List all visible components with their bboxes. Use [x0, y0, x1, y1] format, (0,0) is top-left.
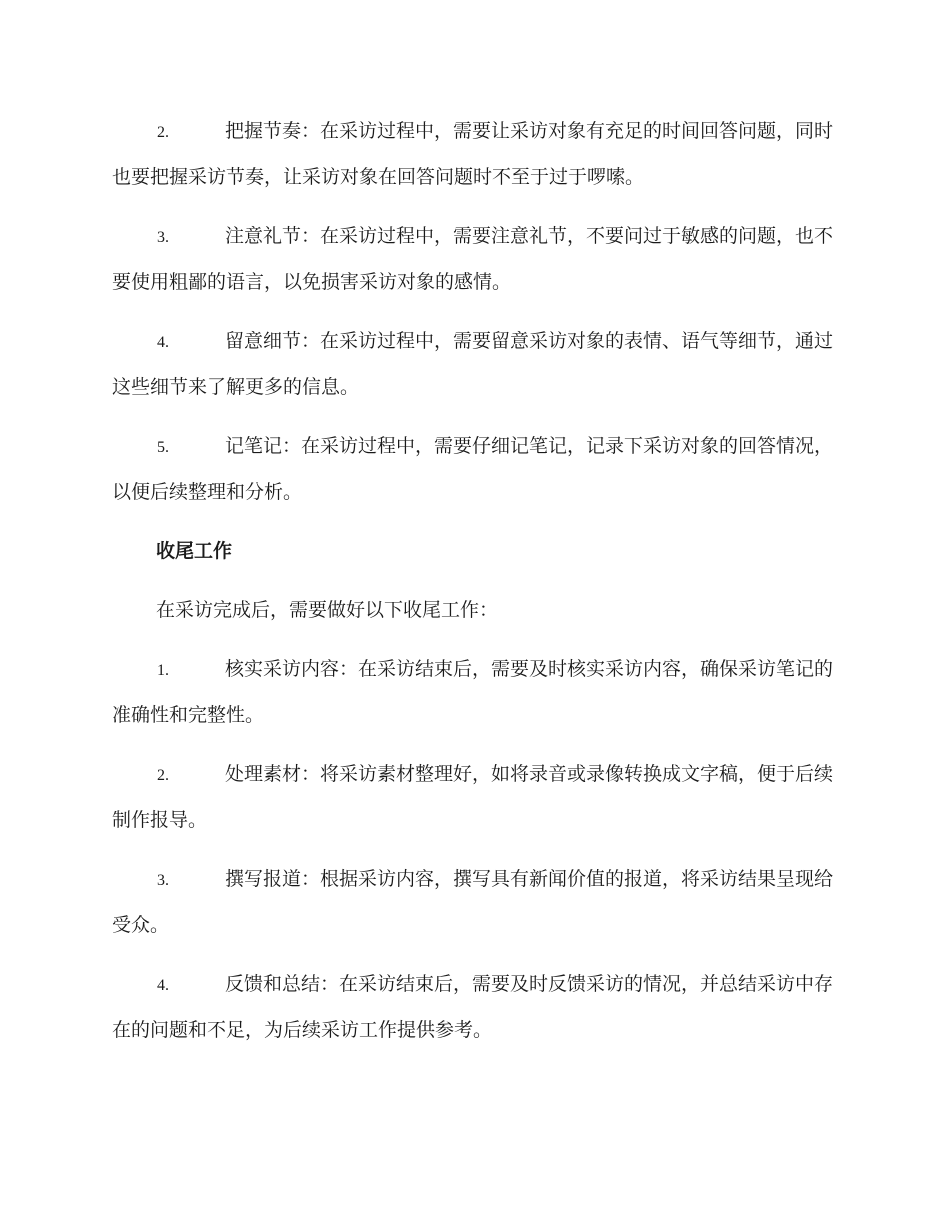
list-item	[112, 109, 834, 199]
list-item-number: 2.	[157, 124, 169, 141]
list-item	[112, 962, 834, 1052]
list-item-number: 3.	[157, 872, 169, 889]
list-item	[112, 857, 834, 947]
list-item	[112, 752, 834, 842]
list-item	[112, 647, 834, 737]
section-heading: 收尾工作	[156, 540, 233, 562]
list-item-text: 注意礼节：在采访过程中，需要注意礼节，不要问过于敏感的问题，也不要使用粗鄙的语言，以免损害采访对象的感情。	[112, 225, 834, 293]
list-item-text: 核实采访内容：在采访结束后，需要及时核实采访内容，确保采访笔记的准确性和完整性。	[112, 658, 834, 726]
list-item-number: 4.	[157, 977, 169, 994]
list-item-number: 4.	[157, 334, 169, 351]
list-item-text: 记笔记：在采访过程中，需要仔细记笔记，记录下采访对象的回答情况，以便后续整理和分析。	[112, 435, 834, 503]
list-item-text: 把握节奏：在采访过程中，需要让采访对象有充足的时间回答问题，同时也要把握采访节奏，让采访对象在回答问题时不至于过于啰嗦。	[112, 120, 834, 188]
list-item-number: 5.	[157, 439, 169, 456]
list-item-text: 处理素材：将采访素材整理好，如将录音或录像转换成文字稿，便于后续制作报导。	[112, 763, 834, 831]
list-item-text: 撰写报道：根据采访内容，撰写具有新闻价值的报道，将采访结果呈现给受众。	[112, 868, 834, 936]
intro-paragraph: 在采访完成后，需要做好以下收尾工作：	[156, 599, 499, 621]
list-item	[112, 319, 834, 409]
list-item-text: 留意细节：在采访过程中，需要留意采访对象的表情、语气等细节，通过这些细节来了解更多的信息。	[112, 330, 834, 398]
document-body	[112, 109, 834, 1067]
list-item-number: 3.	[157, 229, 169, 246]
list-item	[112, 214, 834, 304]
list-item-number: 1.	[157, 662, 169, 679]
list-item-number: 2.	[157, 767, 169, 784]
list-item	[112, 424, 834, 514]
list-item-text: 反馈和总结：在采访结束后，需要及时反馈采访的情况，并总结采访中存在的问题和不足，为后续采访工作提供参考。	[112, 973, 834, 1041]
